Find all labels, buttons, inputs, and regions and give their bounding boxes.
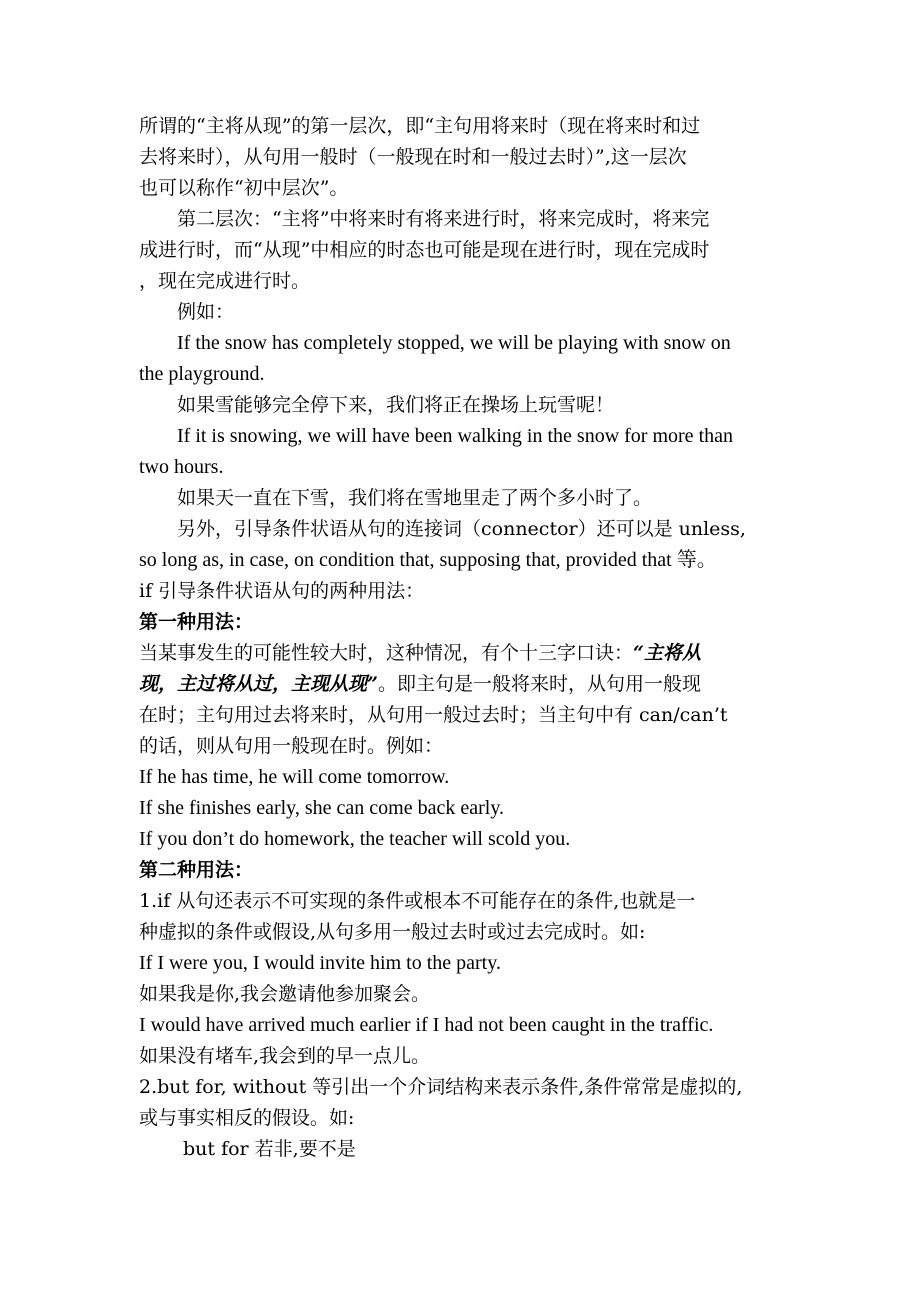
example-sentence: If I were you, I would invite him to the party. <box>139 952 501 974</box>
paragraph-line: 另外，引导条件状语从句的连接词（connector）还可以是 unless, <box>177 518 746 540</box>
paragraph-line: 例如： <box>177 301 235 323</box>
paragraph-line: 成进行时，而“从现”中相应的时态也可能是现在进行时，现在完成时 <box>139 239 710 261</box>
paragraph-line: 或与事实相反的假设。如: <box>139 1107 355 1129</box>
paragraph-line: but for 若非,要不是 <box>183 1138 356 1160</box>
section-heading-second-usage: 第二种用法： <box>139 859 254 881</box>
example-sentence: If it is snowing, we will have been walking in the snow for more than <box>177 425 733 447</box>
paragraph-line: 所谓的“主将从现”的第一层次，即“主句用将来时（现在将来时和过 <box>139 115 701 137</box>
example-sentence: If he has time, he will come tomorrow. <box>139 766 450 788</box>
paragraph-line: 也可以称作“初中层次”。 <box>139 177 349 199</box>
paragraph-text: 。即主句是一般将来时，从句用一般现 <box>377 673 701 695</box>
example-translation: 如果天一直在下雪，我们将在雪地里走了两个多小时了。 <box>177 487 653 509</box>
example-sentence: If the snow has completely stopped, we will be playing with snow on <box>177 332 731 354</box>
paragraph-line: 1.if 从句还表示不可实现的条件或根本不可能存在的条件,也就是一 <box>139 890 696 912</box>
example-translation: 如果雪能够完全停下来，我们将正在操场上玩雪呢！ <box>177 394 615 416</box>
paragraph-line <box>139 669 789 700</box>
paragraph-line: so long as, in case, on condition that, supposing that, provided that 等。 <box>139 549 717 571</box>
section-heading-first-usage: 第一种用法： <box>139 611 254 633</box>
example-sentence: two hours. <box>139 456 224 478</box>
paragraph-text: 当某事发生的可能性较大时，这种情况，有个十三字口诀： <box>139 642 634 664</box>
example-sentence: If she finishes early, she can come back early. <box>139 797 505 819</box>
mnemonic-emphasis: 现，主过将从过，主现从现” <box>139 673 378 695</box>
mnemonic-emphasis: “主将从 <box>633 642 701 664</box>
paragraph-line: 的话，则从句用一般现在时。例如： <box>139 735 444 757</box>
paragraph-line: 第二层次：“主将”中将来时有将来进行时，将来完成时，将来完 <box>177 208 710 230</box>
paragraph-line: ，现在完成进行时。 <box>139 270 311 292</box>
example-sentence: the playground. <box>139 363 265 385</box>
paragraph-line: 2.but for, without 等引出一个介词结构来表示条件,条件常常是虚拟的, <box>139 1076 743 1098</box>
example-sentence: I would have arrived much earlier if I had not been caught in the traffic. <box>139 1014 714 1036</box>
paragraph-line: if 引导条件状语从句的两种用法： <box>139 580 425 602</box>
paragraph-line: 去将来时），从句用一般时（一般现在时和一般过去时）”,这一层次 <box>139 146 687 168</box>
example-translation: 如果我是你,我会邀请他参加聚会。 <box>139 983 431 1005</box>
paragraph-line: 种虚拟的条件或假设,从句多用一般过去时或过去完成时。如: <box>139 921 646 943</box>
paragraph-line <box>139 638 789 669</box>
paragraph-line: 在时；主句用过去将来时，从句用一般过去时；当主句中有 can/can’t <box>139 704 728 726</box>
example-sentence: If you don’t do homework, the teacher will scold you. <box>139 828 571 850</box>
document-page <box>139 111 789 1165</box>
example-translation: 如果没有堵车,我会到的早一点儿。 <box>139 1045 431 1067</box>
